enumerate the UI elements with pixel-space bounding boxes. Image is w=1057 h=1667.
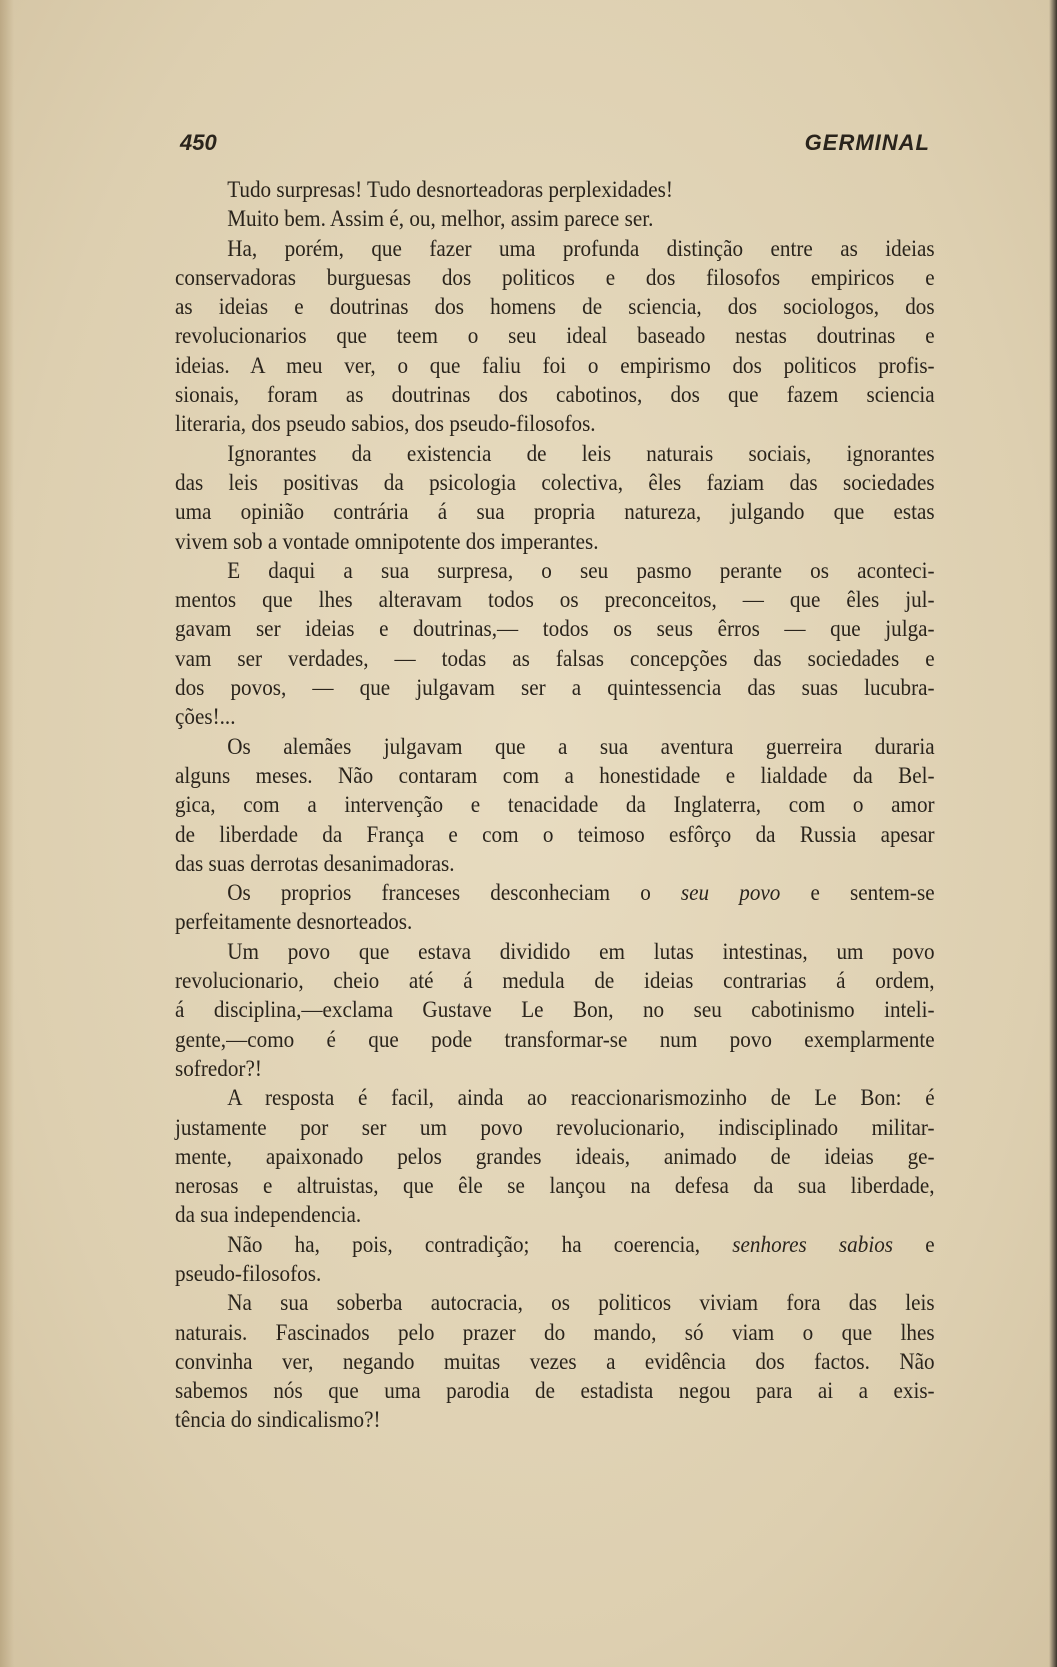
text-line: Na sua soberba autocracia, os politicos viviam fora das leis xyxy=(227,1290,935,1317)
text-line: perfeitamente desnorteados. xyxy=(175,909,413,936)
text-line: dos povos, — que julgavam ser a quintessencia das suas lucubra- xyxy=(175,675,935,702)
text-line: ideias. A meu ver, o que faliu foi o empirismo dos politicos profis- xyxy=(175,352,935,379)
text-line: as ideias e doutrinas dos homens de sciencia, dos sociologos, dos xyxy=(175,294,935,321)
text-line: gavam ser ideias e doutrinas,— todos os seus êrros — que julga- xyxy=(175,616,935,643)
text-line: gica, com a intervenção e tenacidade da Inglaterra, com o amor xyxy=(175,792,935,819)
text-line: pseudo-filosofos. xyxy=(175,1260,322,1287)
text-line: Ha, porém, que fazer uma profunda distinção entre as ideias xyxy=(227,235,935,262)
text-line: sionais, foram as doutrinas dos cabotinos, dos que fazem sciencia xyxy=(175,382,935,409)
running-title: GERMINAL xyxy=(804,130,930,155)
text-line: Os alemães julgavam que a sua aventura guerreira duraria xyxy=(227,733,935,760)
running-header xyxy=(180,130,930,162)
text-line: Um povo que estava dividido em lutas intestinas, um povo xyxy=(227,938,935,965)
text-line: literaria, dos pseudo sabios, dos pseudo-filosofos. xyxy=(175,411,596,438)
text-line: Não ha, pois, contradição; ha coerencia, senhores sabios e xyxy=(227,1231,935,1258)
text-line: convinha ver, negando muitas vezes a evidência dos factos. Não xyxy=(175,1348,935,1375)
text-line: mente, apaixonado pelos grandes ideais, animado de ideias ge- xyxy=(175,1143,935,1170)
text-line: da sua independencia. xyxy=(175,1202,362,1229)
italic-phrase: senhores sabios xyxy=(732,1231,894,1258)
text-line: conservadoras burguesas dos politicos e dos filosofos empiricos e xyxy=(175,264,935,291)
text-line: ções!... xyxy=(175,704,236,731)
text-line: revolucionario, cheio até á medula de ideias contrarias á ordem, xyxy=(175,968,935,995)
text-line: Ignorantes da existencia de leis naturais sociais, ignorantes xyxy=(227,440,935,467)
text-line: de liberdade da França e com o teimoso esfôrço da Russia apesar xyxy=(175,821,935,848)
text-line: Tudo surpresas! Tudo desnorteadoras perplexidades! xyxy=(227,177,673,203)
text-line: nerosas e altruistas, que êle se lançou na defesa da sua liberdade, xyxy=(175,1173,935,1200)
text-line: tência do sindicalismo?! xyxy=(175,1407,381,1434)
text-line: gente,—como é que pode transformar-se num povo exemplarmente xyxy=(175,1026,935,1053)
text-line: sofredor?! xyxy=(175,1055,262,1082)
text-line: E daqui a sua surpresa, o seu pasmo perante os aconteci- xyxy=(227,557,935,584)
text-line: sabemos nós que uma parodia de estadista negou para ai a exis- xyxy=(175,1378,935,1405)
page-edge-shadow-left xyxy=(0,0,14,1667)
text-line: justamente por ser um povo revolucionario, indisciplinado militar- xyxy=(175,1114,935,1141)
page-edge-shadow-right xyxy=(1049,0,1057,1667)
italic-phrase: seu povo xyxy=(680,880,781,907)
text-line: alguns meses. Não contaram com a honestidade e lialdade da Bel- xyxy=(175,762,935,789)
text-line: das leis positivas da psicologia colectiva, êles faziam das sociedades xyxy=(175,469,935,496)
text-line: A resposta é facil, ainda ao reaccionarismozinho de Le Bon: é xyxy=(227,1085,935,1112)
text-line: vam ser verdades, — todas as falsas concepções das sociedades e xyxy=(175,645,935,672)
text-line: das suas derrotas desanimadoras. xyxy=(175,850,455,877)
text-line: uma opinião contrária á sua propria natureza, julgando que estas xyxy=(175,499,935,526)
body-text xyxy=(175,176,935,1436)
text-line: Muito bem. Assim é, ou, melhor, assim parece ser. xyxy=(227,206,654,233)
text-line: Os proprios franceses desconheciam o seu povo e sentem-se xyxy=(227,880,935,907)
text-line: naturais. Fascinados pelo prazer do mando, só viam o que lhes xyxy=(175,1319,935,1346)
page-number: 450 xyxy=(180,130,217,155)
text-line: á disciplina,—exclama Gustave Le Bon, no seu cabotinismo inteli- xyxy=(175,997,935,1024)
text-line: revolucionarios que teem o seu ideal baseado nestas doutrinas e xyxy=(175,323,935,350)
text-line: mentos que lhes alteravam todos os preconceitos, — que êles jul- xyxy=(175,587,935,614)
text-line: vivem sob a vontade omnipotente dos imperantes. xyxy=(175,528,599,555)
